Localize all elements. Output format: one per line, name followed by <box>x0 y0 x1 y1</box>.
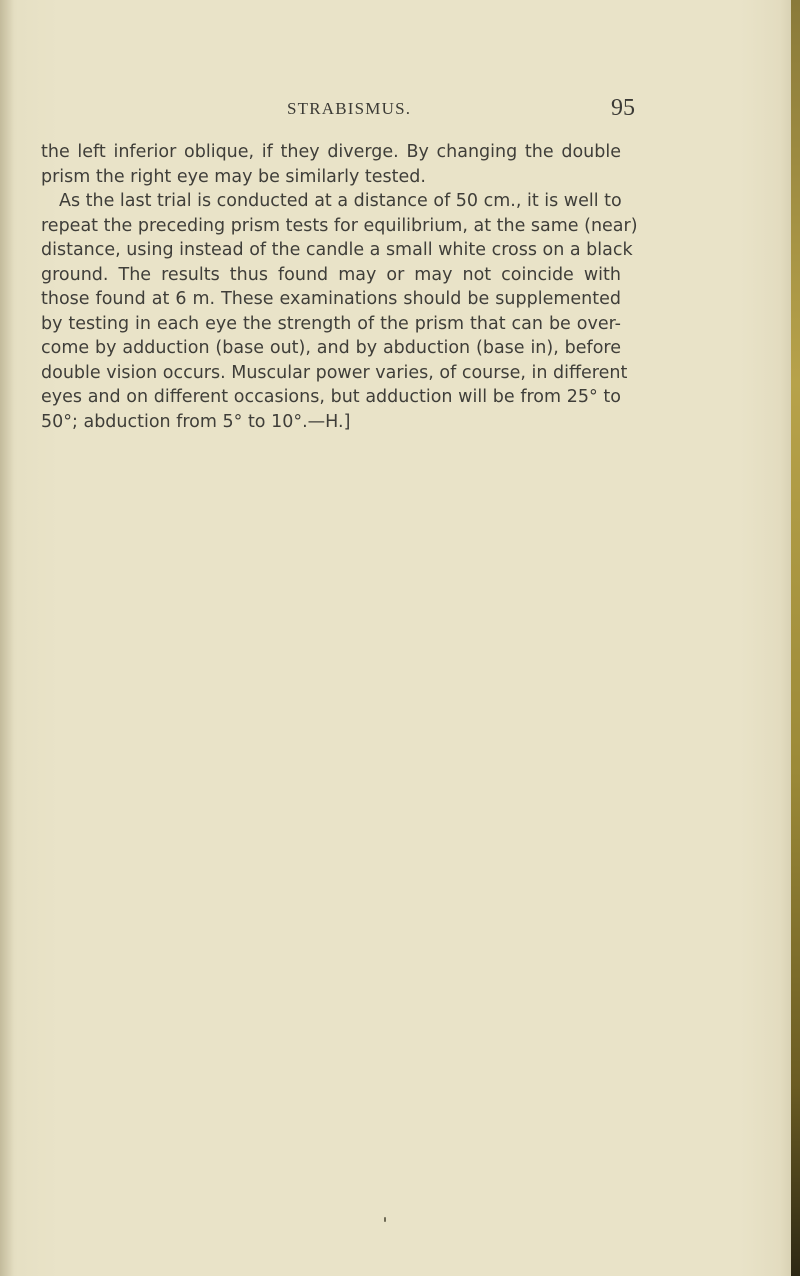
text-line: come by adduction (base out), and by abduction (base in), before <box>41 338 621 358</box>
page-header <box>0 95 800 125</box>
text-line: 50°; abduction from 5° to 10°.—H.] <box>41 411 351 432</box>
page-edge <box>791 0 800 1276</box>
page-number: 95 <box>611 95 635 121</box>
text-line: the left inferior oblique, if they diverge. By changing the double <box>41 142 621 162</box>
text-line: prism the right eye may be similarly tested. <box>41 166 426 187</box>
text-line: those found at 6 m. These examinations should be supplemented <box>41 289 621 309</box>
text-line: eyes and on different occasions, but adduction will be from 25° to <box>41 387 621 407</box>
text-line: ground. The results thus found may or may not coincide with <box>41 264 621 285</box>
text-line: repeat the preceding prism tests for equilibrium, at the same (near) <box>41 215 638 236</box>
text-line: double vision occurs. Muscular power varies, of course, in different <box>41 362 628 383</box>
text-line: by testing in each eye the strength of the prism that can be over- <box>41 313 621 334</box>
text-line: distance, using instead of the candle a small white cross on a black <box>41 240 633 260</box>
gutter-shadow <box>0 0 14 1276</box>
text-line: As the last trial is conducted at a distance of 50 cm., it is well to <box>59 191 622 211</box>
paper-speck <box>384 1217 386 1222</box>
body-text <box>41 140 638 434</box>
running-head: STRABISMUS. <box>287 99 412 118</box>
